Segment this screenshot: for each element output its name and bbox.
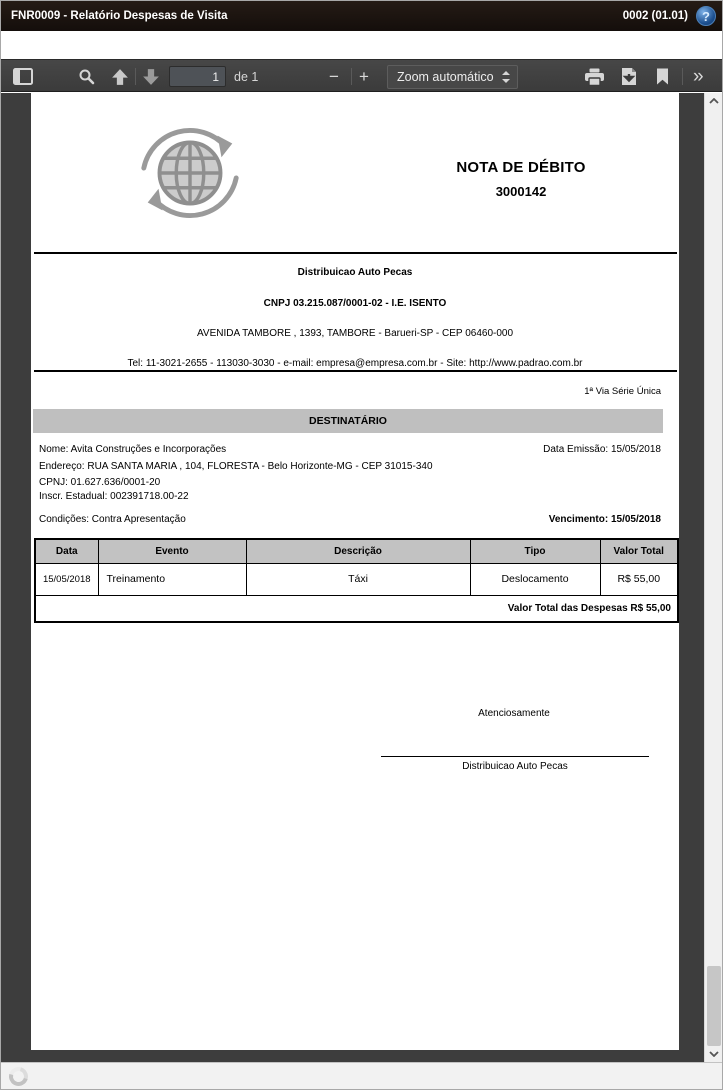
company-address: AVENIDA TAMBORE , 1393, TAMBORE - Barueri-SP - CEP 06460-000	[196, 328, 514, 339]
table-total-label: Valor Total das Despesas R$ 55,00	[35, 595, 678, 622]
emission-date: Data Emissão: 15/05/2018	[543, 444, 661, 455]
recipient-address: Endereço: RUA SANTA MARIA , 104, FLORESTA - Belo Horizonte-MG - CEP 31015-340	[39, 461, 433, 472]
loading-spinner-icon	[6, 1064, 32, 1090]
pdf-viewer-area	[1, 93, 722, 1062]
cell-type: Deslocamento	[470, 563, 600, 595]
column-header: Data	[35, 539, 98, 563]
company-name: Distribuicao Auto Pecas	[297, 267, 413, 278]
scrollbar-thumb[interactable]	[707, 966, 721, 1046]
horizontal-rule	[34, 252, 677, 254]
window-title: FNR0009 - Relatório Despesas de Visita	[11, 10, 228, 22]
horizontal-rule	[34, 370, 677, 372]
scroll-up-icon[interactable]	[705, 93, 723, 109]
column-header: Evento	[98, 539, 246, 563]
column-header: Tipo	[470, 539, 600, 563]
next-page-icon[interactable]	[142, 60, 160, 93]
download-icon[interactable]	[621, 60, 637, 93]
document-title: NOTA DE DÉBITO	[456, 159, 586, 176]
due-date: Vencimento: 15/05/2018	[548, 514, 661, 525]
help-icon[interactable]: ?	[696, 6, 716, 26]
cell-event: Treinamento	[98, 563, 246, 595]
window-version: 0002 (01.01)	[622, 10, 688, 22]
company-logo-globe-icon	[131, 114, 249, 232]
pdf-toolbar	[1, 59, 722, 92]
recipient-section-header: DESTINATÁRIO	[33, 409, 663, 433]
expenses-table	[34, 538, 679, 623]
select-spinner-icon	[502, 71, 510, 83]
cell-description: Táxi	[246, 563, 470, 595]
zoom-in-button[interactable]: +	[359, 66, 369, 86]
via-label: 1ª Via Série Única	[584, 386, 661, 397]
vertical-scrollbar[interactable]	[704, 93, 722, 1062]
toolbar-separator	[682, 68, 683, 85]
zoom-out-button[interactable]: −	[329, 66, 339, 86]
print-icon[interactable]	[584, 60, 605, 93]
recipient-name: Nome: Avita Construções e Incorporações	[39, 444, 227, 455]
company-cnpj: CNPJ 03.215.087/0001-02 - I.E. ISENTO	[263, 298, 447, 309]
table-header-row	[35, 539, 678, 563]
toolbar-separator	[351, 68, 352, 85]
document-title-block	[371, 159, 671, 199]
title-toolbar-gap	[1, 31, 722, 59]
table-row	[35, 563, 678, 595]
zoom-level-select[interactable]	[387, 65, 518, 89]
status-bar	[1, 1062, 722, 1089]
company-contact: Tel: 11-3021-2655 - 113030-3030 - e-mail: empresa@empresa.com.br - Site: http://www.padrao.com.br	[127, 358, 583, 369]
recipient-state-registration: Inscr. Estadual: 002391718.00-22	[39, 491, 189, 502]
recipient-cnpj: CPNJ: 01.627.636/0001-20	[39, 477, 161, 488]
signature-name: Distribuicao Auto Pecas	[462, 761, 568, 772]
closing-text: Atenciosamente	[478, 708, 550, 719]
search-icon[interactable]	[78, 60, 95, 93]
scroll-down-icon[interactable]	[705, 1046, 723, 1062]
previous-page-icon[interactable]	[111, 60, 129, 93]
payment-conditions: Condições: Contra Apresentação	[39, 514, 186, 525]
cell-total: R$ 55,00	[600, 563, 678, 595]
toolbar-separator	[135, 68, 136, 85]
page-number-input[interactable]	[169, 66, 226, 87]
zoom-level-value: Zoom automático	[397, 70, 494, 84]
document-number: 3000142	[495, 184, 547, 199]
bookmark-icon[interactable]	[656, 60, 669, 93]
toggle-sidebar-icon[interactable]	[13, 60, 33, 93]
cell-date: 15/05/2018	[35, 563, 98, 595]
page-count-label: de 1	[234, 69, 259, 84]
document-page	[31, 93, 679, 1050]
more-tools-button[interactable]: »	[693, 66, 704, 87]
table-footer-row	[35, 595, 678, 622]
column-header: Valor Total	[600, 539, 678, 563]
titlebar	[1, 1, 722, 31]
column-header: Descrição	[246, 539, 470, 563]
signature-line	[381, 756, 649, 757]
